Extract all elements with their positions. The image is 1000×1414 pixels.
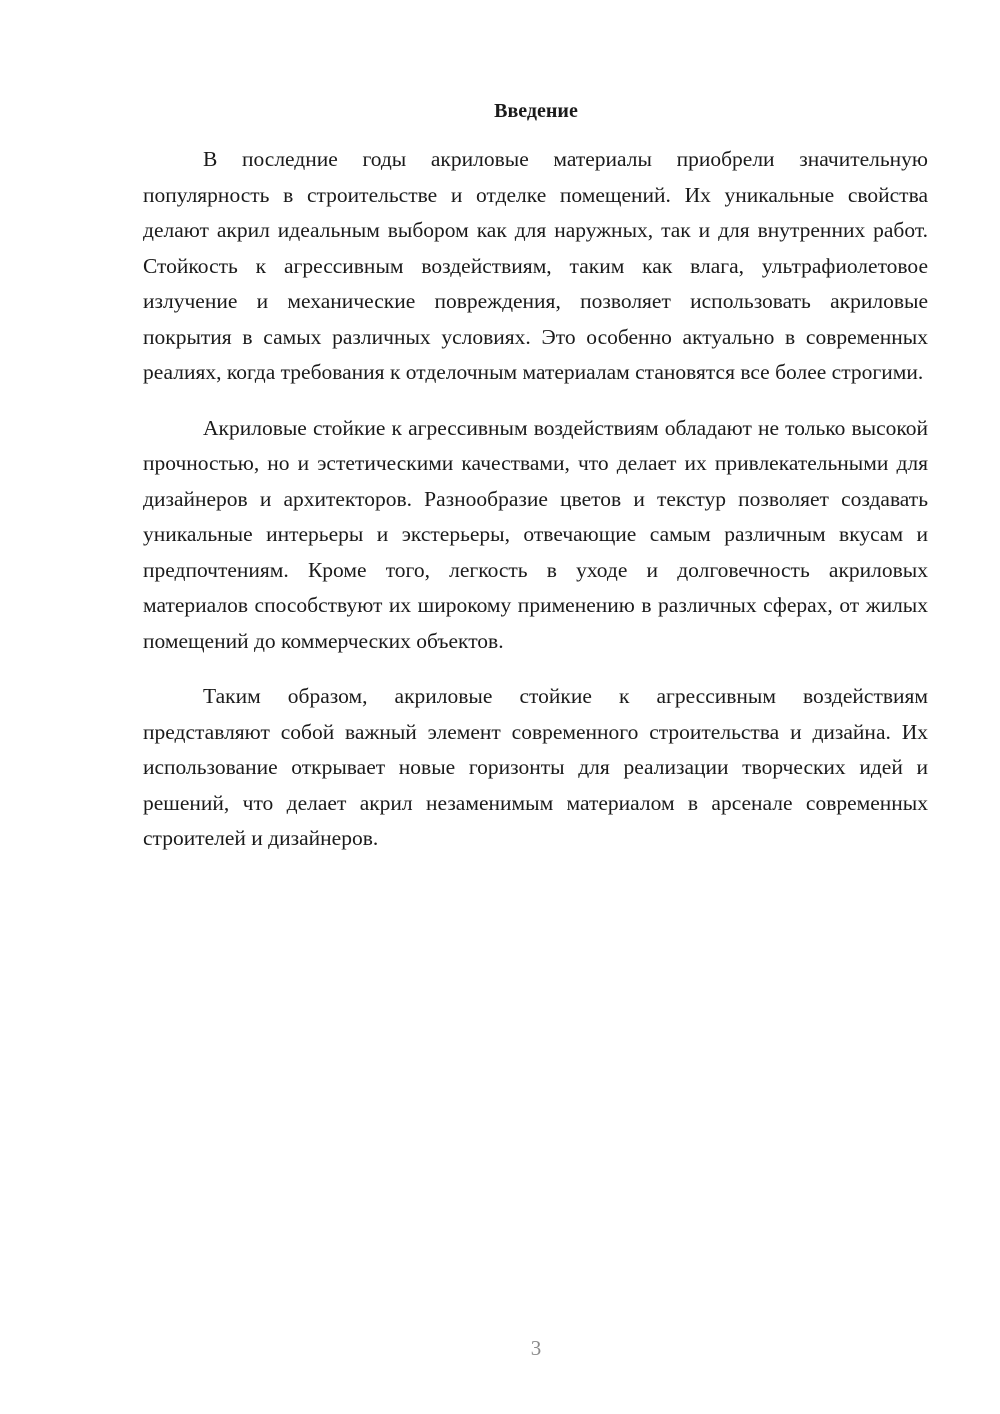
paragraph-1: В последние годы акриловые материалы приобрели значительную популярность в строительстве и отделке помещений. Их уникальные свойства делают акрил идеальным выбором как для наружных, так и для внутренних работ. Стойкость к агрессивным воздействиям, таким как влага, ультрафиолетовое излучение и механические повреждения, позволяет использовать акриловые покрытия в самых различных условиях. Это особенно актуально в современных реалиях, когда требования к отделочным материалам становятся все более строгими. — [143, 147, 928, 384]
body-text — [143, 142, 928, 877]
page-number: 3 — [530, 1336, 542, 1360]
paragraph-3: Таким образом, акриловые стойкие к агрессивным воздействиям представляют собой важный элемент современного строительства и дизайна. Их использование открывает новые горизонты для реализации творческих идей и решений, что делает акрил незаменимым материалом в арсенале современных строителей и дизайнеров. — [143, 684, 928, 850]
section-heading: Введение — [494, 100, 578, 122]
paragraph-2: Акриловые стойкие к агрессивным воздействиям обладают не только высокой прочностью, но и эстетическими качествами, что делает их привлекательными для дизайнеров и архитекторов. Разнообразие цветов и текстур позволяет создавать уникальные интерьеры и экстерьеры, отвечающие самым различным вкусам и предпочтениям. Кроме того, легкость в уходе и долговечность акриловых материалов способствуют их широкому применению в различных сферах, от жилых помещений до коммерческих объектов. — [143, 415, 928, 653]
